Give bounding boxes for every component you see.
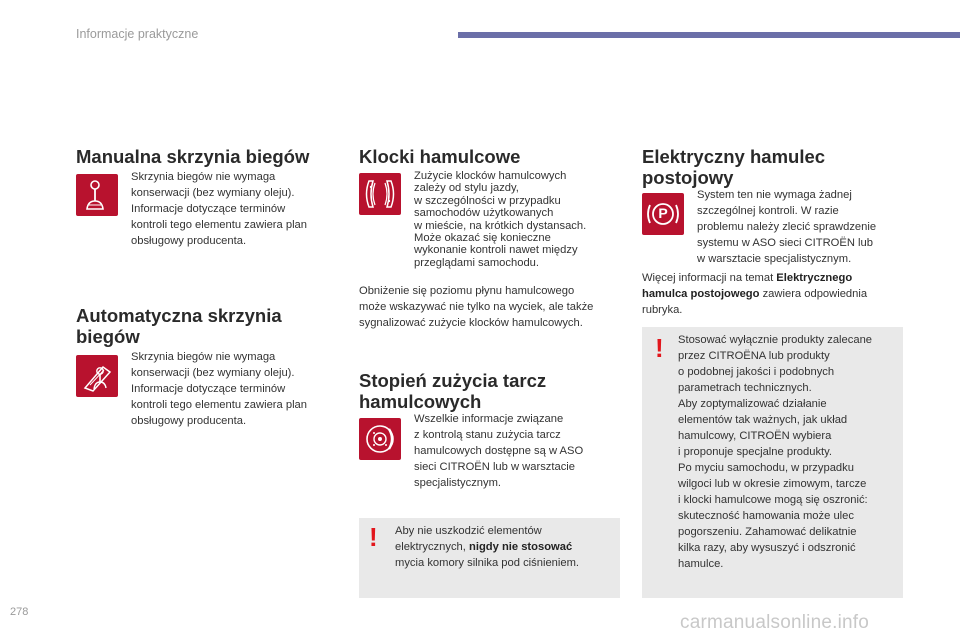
brake-pads-title: Klocki hamulcowe <box>359 146 521 167</box>
text-line: systemu w ASO sieci CITROËN lub <box>697 237 873 249</box>
text-line: w szczególności w przypadku <box>414 194 561 207</box>
warning-text <box>678 332 872 572</box>
text-line: i klocki hamulcowe mogą się oszronić: <box>678 494 868 506</box>
text-span: Więcej informacji na temat <box>642 272 777 284</box>
text-line: elementów tak ważnych, jak układ <box>678 414 848 426</box>
text-line: wykonanie kontroli nawet między <box>414 244 578 257</box>
text-line: z kontrolą stanu zużycia tarcz <box>414 429 561 441</box>
watermark: carmanualsonline.info <box>680 612 870 633</box>
text-line: specjalistycznym. <box>414 477 502 489</box>
text-line: obsługowy producenta. <box>131 415 247 427</box>
text-line: System ten nie wymaga żadnej <box>697 189 852 201</box>
text-line: przez CITROËNA lub produkty <box>678 350 830 362</box>
brake-pads-text <box>414 170 586 269</box>
text-line: obsługowy producenta. <box>131 235 247 247</box>
text-line: hamulcowy, CITROËN wybiera <box>678 430 832 442</box>
text-line: skuteczność hamowania może ulec <box>678 510 854 522</box>
text-line: zależy od stylu jazdy, <box>414 182 519 195</box>
gear-lever-icon <box>76 174 118 216</box>
text-line: Może okazać się konieczne <box>414 232 551 245</box>
brake-disc-icon <box>359 418 401 460</box>
bold-text: nigdy nie stosować <box>469 541 573 553</box>
text-line: szczególnej kontroli. W razie <box>697 205 839 217</box>
text-line: w mieście, na krótkich dystansach. <box>414 219 587 232</box>
text-line: rubryka. <box>642 304 683 316</box>
text-line: Skrzynia biegów nie wymaga <box>131 351 276 363</box>
text-line: kilka razy, aby wysuszyć i odszronić <box>678 542 856 554</box>
title-line: Stopień zużycia tarcz <box>359 370 547 391</box>
text-span: zawiera odpowiednia <box>759 288 868 300</box>
parking-brake-text <box>697 187 876 267</box>
text-line: Wszelkie informacje związane <box>414 413 564 425</box>
text-line: parametrach technicznych. <box>678 382 812 394</box>
brake-discs-title <box>359 370 546 412</box>
text-line: może wskazywać nie tylko na wyciek, ale także <box>359 301 594 313</box>
text-line: Skrzynia biegów nie wymaga <box>131 171 276 183</box>
engine-wash-warning <box>359 518 620 598</box>
bold-text: hamulca postojowego <box>642 288 760 300</box>
text-line: sygnalizować zużycie klocków hamulcowych. <box>359 317 583 329</box>
text-span: elektrycznych, <box>395 541 469 553</box>
automatic-selector-icon <box>76 355 118 397</box>
text-line: wilgoci lub w okresie zimowym, tarcze <box>678 478 867 490</box>
text-line: konserwacji (bez wymiany oleju). <box>131 187 295 199</box>
text-line: Aby zoptymalizować działanie <box>678 398 827 410</box>
text-line: w warsztacie specjalistycznym. <box>697 253 852 265</box>
text-line: kontroli tego elementu zawiera plan <box>131 219 307 231</box>
text-line: i proponuje specjalne produkty. <box>678 446 833 458</box>
text-line: kontroli tego elementu zawiera plan <box>131 399 307 411</box>
text-line: Obniżenie się poziomu płynu hamulcowego <box>359 285 575 297</box>
brake-fluid-text <box>359 283 593 331</box>
title-line: postojowy <box>642 167 734 188</box>
title-line: Elektryczny hamulec <box>642 146 826 167</box>
warning-mark: ! <box>369 522 378 552</box>
text-line: hamulcowych dostępne są w ASO <box>414 445 584 457</box>
warning-text <box>395 523 579 571</box>
text-line: problemu należy zlecić sprawdzenie <box>697 221 877 233</box>
products-warning <box>642 327 903 598</box>
text-line: pogorszeniu. Zahamować delikatnie <box>678 526 857 538</box>
brake-pads-icon <box>359 173 401 215</box>
text-line: Stosować wyłącznie produkty zalecane <box>678 334 873 346</box>
header-bar <box>458 32 960 38</box>
title-line: biegów <box>76 326 140 347</box>
parking-letter: P <box>658 205 668 221</box>
brake-discs-text <box>414 411 583 491</box>
text-line: przeglądami samochodu. <box>414 256 539 269</box>
warning-mark: ! <box>655 333 664 363</box>
automatic-gearbox-text <box>131 349 307 429</box>
parking-brake-more <box>642 270 867 318</box>
text-line: mycia komory silnika pod ciśnieniem. <box>395 557 580 569</box>
text-line: hamulce. <box>678 558 724 570</box>
text-line: o podobnej jakości i podobnych <box>678 366 835 378</box>
automatic-gearbox-title <box>76 305 282 347</box>
text-line <box>642 270 867 286</box>
title-line: hamulcowych <box>359 391 482 412</box>
manual-gearbox-title: Manualna skrzynia biegów <box>76 146 310 167</box>
bold-text: Elektrycznego <box>776 272 853 284</box>
text-line: konserwacji (bez wymiany oleju). <box>131 367 295 379</box>
text-line <box>395 539 579 555</box>
text-line: Zużycie klocków hamulcowych <box>414 170 567 182</box>
text-line: Informacje dotyczące terminów <box>131 203 286 215</box>
title-line: Automatyczna skrzynia <box>76 305 282 326</box>
page-number: 278 <box>10 606 29 618</box>
text-line: samochodów użytkowanych <box>414 207 554 220</box>
parking-brake-title <box>642 146 825 188</box>
text-line: Informacje dotyczące terminów <box>131 383 286 395</box>
text-line: Po myciu samochodu, w przypadku <box>678 462 854 474</box>
text-line <box>642 286 867 302</box>
section-header: Informacje praktyczne <box>76 27 199 41</box>
text-line: sieci CITROËN lub w warsztacie <box>414 461 576 473</box>
manual-gearbox-text <box>131 169 307 249</box>
parking-brake-icon <box>642 193 684 235</box>
text-line: Aby nie uszkodzić elementów <box>395 525 542 537</box>
